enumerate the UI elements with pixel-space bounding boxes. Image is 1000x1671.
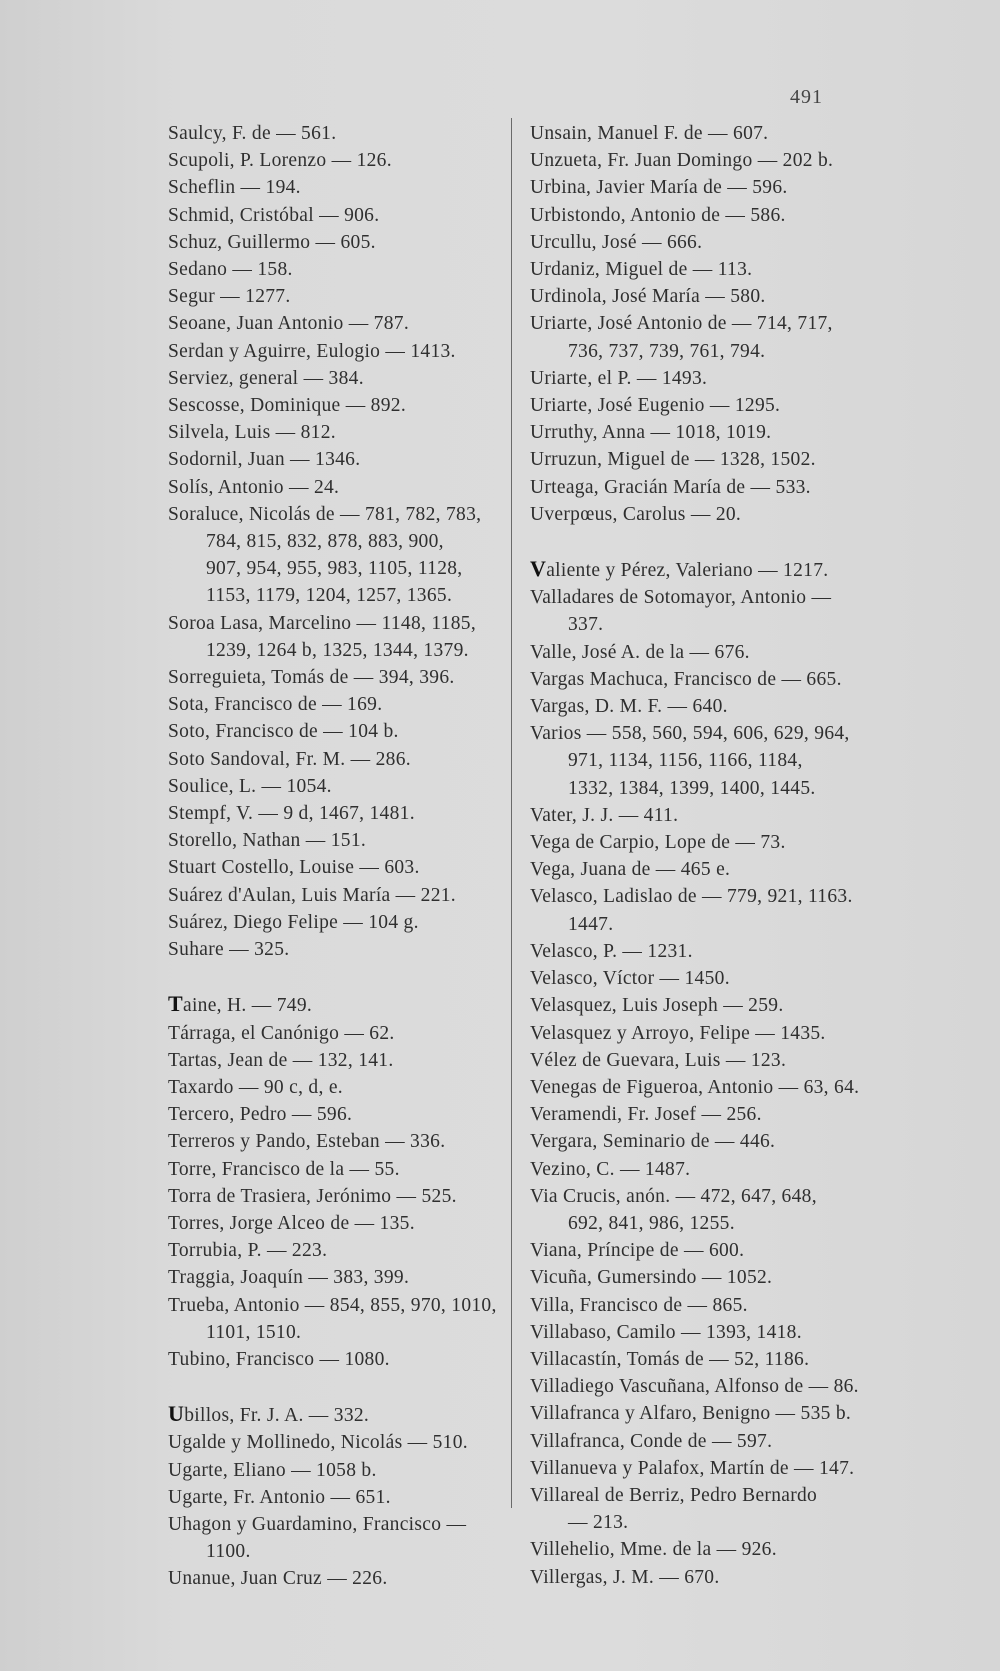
index-entry: Scupoli, P. Lorenzo — 126.: [168, 150, 392, 172]
index-entry: Tercero, Pedro — 596.: [168, 1104, 353, 1126]
index-entry: Vezino, C. — 1487.: [530, 1158, 691, 1180]
index-entry: Vicuña, Gumersindo — 1052.: [530, 1267, 773, 1289]
index-entry: Uriarte, José Eugenio — 1295.: [530, 395, 781, 417]
index-entry: Velasquez, Luis Joseph — 259.: [530, 995, 784, 1017]
index-entry: Vater, J. J. — 411.: [530, 804, 679, 826]
index-entry: Unsain, Manuel F. de — 607.: [530, 123, 769, 144]
index-entry: Sorreguieta, Tomás de — 394, 396.: [168, 667, 455, 689]
index-entry: Urcullu, José — 666.: [530, 231, 703, 253]
index-entry: Tubino, Francisco — 1080.: [168, 1348, 390, 1370]
index-entry: Torra de Trasiera, Jerónimo — 525.: [168, 1185, 457, 1207]
index-entry: Villehelio, Mme. de la — 926.: [530, 1539, 777, 1561]
index-entry-continuation: 736, 737, 739, 761, 794.: [568, 340, 766, 362]
index-entry: Villareal de Berriz, Pedro Bernardo: [530, 1484, 818, 1506]
index-entry: Uriarte, José Antonio de — 714, 717,: [530, 313, 833, 335]
index-entry: Varios — 558, 560, 594, 606, 629, 964,: [530, 723, 850, 745]
index-entry: Terreros y Pando, Esteban — 336.: [168, 1131, 446, 1153]
index-entry: Velasco, Víctor — 1450.: [530, 968, 730, 990]
index-entry-section-t: Taine, H. — 749.: [168, 991, 313, 1017]
index-entry-continuation: 907, 954, 955, 983, 1105, 1128,: [206, 558, 463, 580]
index-entry-continuation: 1239, 1264 b, 1325, 1344, 1379.: [206, 639, 469, 661]
index-entry: Serviez, general — 384.: [168, 367, 364, 389]
index-entry: Seoane, Juan Antonio — 787.: [168, 313, 409, 335]
index-entry: Soraluce, Nicolás de — 781, 782, 783,: [168, 503, 482, 525]
index-entry: Uhagon y Guardamino, Francisco —: [168, 1513, 467, 1535]
index-entry: Ugarte, Eliano — 1058 b.: [168, 1459, 377, 1481]
index-entry: Tartas, Jean de — 132, 141.: [168, 1049, 394, 1071]
index-entry: Schmid, Cristóbal — 906.: [168, 204, 380, 226]
index-entry-section-u: Ubillos, Fr. J. A. — 332.: [168, 1401, 370, 1427]
index-entry-continuation: 1332, 1384, 1399, 1400, 1445.: [568, 777, 816, 799]
index-entry-continuation: 784, 815, 832, 878, 883, 900,: [206, 531, 444, 553]
index-entry: Venegas de Figueroa, Antonio — 63, 64.: [530, 1076, 860, 1098]
index-entry: Vargas Machuca, Francisco de — 665.: [530, 668, 842, 690]
index-entry: Urbistondo, Antonio de — 586.: [530, 204, 786, 226]
index-entry: Unzueta, Fr. Juan Domingo — 202 b.: [530, 150, 834, 172]
index-entry: Velasquez y Arroyo, Felipe — 1435.: [530, 1022, 826, 1044]
index-entry: Segur — 1277.: [168, 286, 291, 308]
right-column: [530, 120, 880, 1591]
index-entry-continuation: 971, 1134, 1156, 1166, 1184,: [568, 750, 803, 772]
page-number: 491: [790, 86, 823, 108]
index-entry: Velasco, Ladislao de — 779, 921, 1163.: [530, 886, 853, 908]
index-entry: Solís, Antonio — 24.: [168, 476, 340, 498]
index-entry: Villergas, J. M. — 670.: [530, 1566, 720, 1588]
index-entry: Sescosse, Dominique — 892.: [168, 395, 406, 417]
section-initial: T: [168, 991, 183, 1017]
index-entry: Veramendi, Fr. Josef — 256.: [530, 1104, 762, 1126]
index-entry-continuation: 1101, 1510.: [206, 1321, 302, 1343]
index-entry: Storello, Nathan — 151.: [168, 830, 367, 852]
index-entry: Villafranca y Alfaro, Benigno — 535 b.: [530, 1403, 852, 1425]
index-entry: Urruzun, Miguel de — 1328, 1502.: [530, 449, 816, 471]
index-entry: Ugarte, Fr. Antonio — 651.: [168, 1486, 391, 1508]
index-entry-continuation: 1100.: [206, 1541, 251, 1563]
index-entry: Uriarte, el P. — 1493.: [530, 367, 708, 389]
index-entry: Viana, Príncipe de — 600.: [530, 1240, 745, 1262]
index-entry-continuation: 337.: [568, 614, 604, 636]
index-entry: Via Crucis, anón. — 472, 647, 648,: [530, 1185, 817, 1207]
index-entry: Suhare — 325.: [168, 939, 290, 961]
index-entry: Valle, José A. de la — 676.: [530, 641, 750, 663]
index-entry: Villa, Francisco de — 865.: [530, 1294, 748, 1316]
index-entry: Sota, Francisco de — 169.: [168, 694, 383, 716]
index-entry: Vargas, D. M. F. — 640.: [530, 696, 728, 718]
index-entry: Soroa Lasa, Marcelino — 1148, 1185,: [168, 612, 476, 634]
index-entry: Ugalde y Mollinedo, Nicolás — 510.: [168, 1432, 468, 1454]
index-entry: Sedano — 158.: [168, 259, 293, 281]
index-entry: Vega de Carpio, Lope de — 73.: [530, 832, 786, 854]
index-entry: Suárez, Diego Felipe — 104 g.: [168, 911, 419, 933]
left-column: [168, 120, 538, 1593]
index-entry-continuation: 1153, 1179, 1204, 1257, 1365.: [206, 585, 453, 607]
index-entry: Torre, Francisco de la — 55.: [168, 1158, 400, 1180]
index-entry: Taxardo — 90 c, d, e.: [168, 1076, 343, 1098]
index-entry: Valladares de Sotomayor, Antonio —: [530, 587, 832, 609]
index-entry: Uverpœus, Carolus — 20.: [530, 503, 742, 525]
index-entry: Soto, Francisco de — 104 b.: [168, 721, 399, 743]
index-entry: Vergara, Seminario de — 446.: [530, 1131, 776, 1153]
index-entry: Urdinola, José María — 580.: [530, 286, 766, 308]
index-entry-section-v: Valiente y Pérez, Valeriano — 1217.: [530, 556, 829, 582]
index-entry: Unanue, Juan Cruz — 226.: [168, 1568, 388, 1590]
index-entry: Traggia, Joaquín — 383, 399.: [168, 1267, 410, 1289]
index-entry: Urteaga, Gracián María de — 533.: [530, 476, 811, 498]
index-entry: Sodornil, Juan — 1346.: [168, 449, 361, 471]
index-entry: Schuz, Guillermo — 605.: [168, 231, 376, 253]
index-entry: Trueba, Antonio — 854, 855, 970, 1010,: [168, 1294, 497, 1316]
index-entry: Saulcy, F. de — 561.: [168, 123, 337, 144]
index-entry: Torres, Jorge Alceo de — 135.: [168, 1212, 415, 1234]
section-initial: V: [530, 556, 547, 582]
index-entry: Silvela, Luis — 812.: [168, 422, 336, 444]
index-entry: Urruthy, Anna — 1018, 1019.: [530, 422, 772, 444]
index-entry: Scheflin — 194.: [168, 177, 301, 199]
index-entry: Stuart Costello, Louise — 603.: [168, 857, 420, 879]
index-entry: Torrubia, P. — 223.: [168, 1240, 328, 1262]
index-entry: Urbina, Javier María de — 596.: [530, 177, 788, 199]
index-entry: Vega, Juana de — 465 e.: [530, 859, 731, 881]
index-entry: Villacastín, Tomás de — 52, 1186.: [530, 1348, 810, 1370]
index-entry: Velasco, P. — 1231.: [530, 940, 693, 962]
index-entry-continuation: 692, 841, 986, 1255.: [568, 1212, 735, 1234]
index-entry: Villanueva y Palafox, Martín de — 147.: [530, 1457, 855, 1479]
index-entry-continuation: 1447.: [568, 913, 614, 935]
index-entry-continuation: — 213.: [568, 1512, 629, 1534]
index-entry: Urdaniz, Miguel de — 113.: [530, 259, 753, 281]
index-entry: Villabaso, Camilo — 1393, 1418.: [530, 1321, 802, 1343]
index-entry: Suárez d'Aulan, Luis María — 221.: [168, 884, 456, 906]
index-entry: Villafranca, Conde de — 597.: [530, 1430, 773, 1452]
index-entry: Soto Sandoval, Fr. M. — 286.: [168, 748, 411, 770]
index-entry: Soulice, L. — 1054.: [168, 775, 332, 797]
index-entry: Villadiego Vascuñana, Alfonso de — 86.: [530, 1376, 859, 1398]
index-entry: Serdan y Aguirre, Eulogio — 1413.: [168, 340, 456, 362]
index-entry: Tárraga, el Canónigo — 62.: [168, 1022, 395, 1044]
index-entry: Vélez de Guevara, Luis — 123.: [530, 1049, 787, 1071]
index-entry: Stempf, V. — 9 d, 1467, 1481.: [168, 803, 415, 825]
section-initial: U: [168, 1401, 185, 1427]
